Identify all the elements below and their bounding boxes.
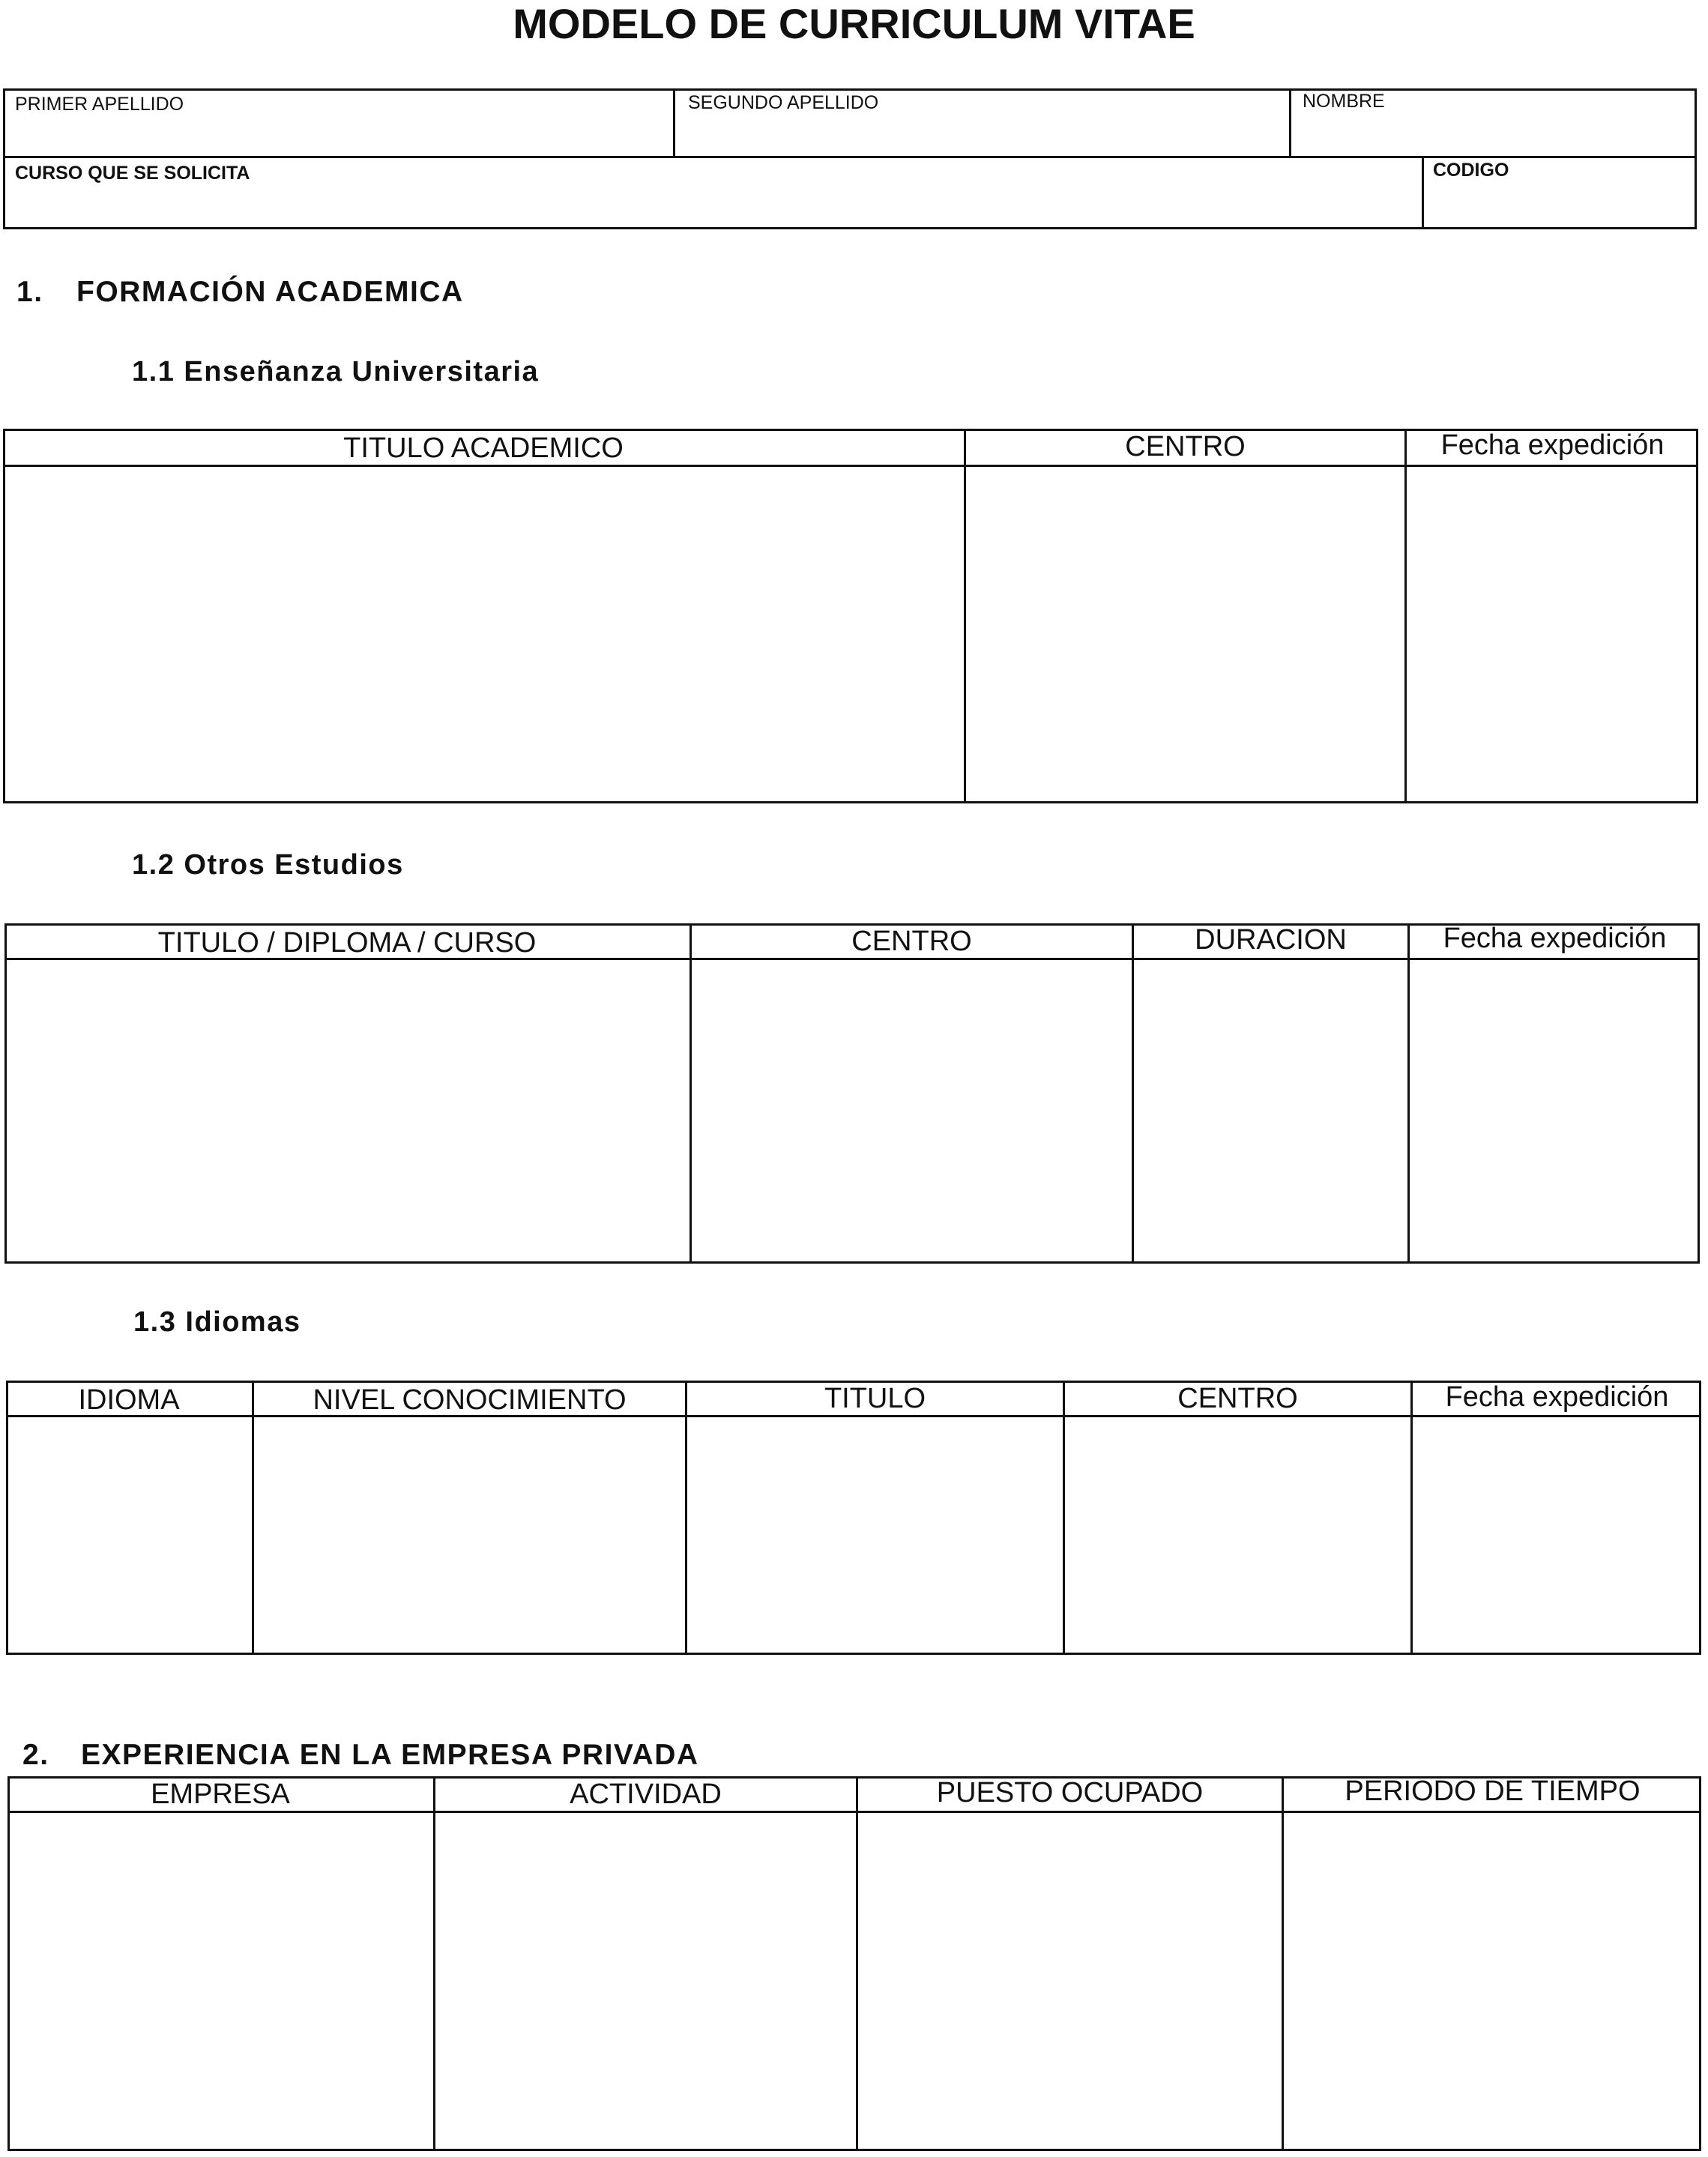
column-header-centro: CENTRO (1177, 1383, 1298, 1414)
input-cell-periodo-de-tiempo[interactable] (1284, 1813, 1699, 2149)
primer-apellido-label: PRIMER APELLIDO (15, 94, 184, 115)
input-cell-idioma[interactable] (8, 1417, 252, 1653)
identity-divider (673, 88, 675, 157)
column-header-centro: CENTRO (1125, 431, 1246, 462)
column-header-fecha-expedicion: Fecha expedición (1443, 923, 1667, 954)
segundo-apellido-field[interactable] (688, 93, 878, 112)
column-header-titulo: TITULO (824, 1383, 926, 1414)
segundo-apellido-label: SEGUNDO APELLIDO (688, 92, 879, 113)
input-cell-actividad[interactable] (435, 1813, 856, 2149)
column-header-titulo-diploma-curso: TITULO / DIPLOMA / CURSO (157, 927, 537, 959)
input-cell-centro[interactable] (1065, 1417, 1410, 1653)
column-header-actividad: ACTIVIDAD (570, 1779, 722, 1810)
subsection-1-2-heading: 1.2 Otros Estudios (132, 849, 404, 881)
identity-divider (3, 156, 1697, 158)
column-header-nivel-conocimiento: NIVEL CONOCIMIENTO (313, 1384, 627, 1416)
curso-label: CURSO QUE SE SOLICITA (15, 163, 250, 184)
primer-apellido-field[interactable] (15, 94, 184, 114)
input-cell-centro[interactable] (692, 960, 1132, 1261)
codigo-field[interactable] (1433, 160, 1509, 180)
column-header-fecha-expedicion: Fecha expedición (1445, 1381, 1669, 1413)
input-cell-titulo-academico[interactable] (5, 467, 964, 801)
column-header-centro: CENTRO (851, 926, 972, 957)
section-2-number: 2. (22, 1739, 49, 1771)
input-cell-titulo[interactable] (687, 1417, 1063, 1653)
input-cell-centro[interactable] (966, 467, 1404, 801)
input-cell-puesto-ocupado[interactable] (858, 1813, 1282, 2149)
section-1-heading (16, 277, 464, 307)
subsection-1-3-heading: 1.3 Idiomas (133, 1306, 301, 1338)
page-title: MODELO DE CURRICULUM VITAE (513, 0, 1195, 47)
codigo-label: CODIGO (1433, 160, 1509, 181)
column-header-duracion: DURACION (1195, 924, 1347, 956)
input-cell-fecha-expedicion[interactable] (1413, 1417, 1699, 1653)
input-cell-empresa[interactable] (10, 1813, 433, 2149)
column-header-puesto-ocupado: PUESTO OCUPADO (936, 1777, 1204, 1808)
identity-divider (1289, 88, 1291, 157)
column-header-fecha-expedicion: Fecha expedición (1440, 429, 1665, 461)
section-1-number: 1. (16, 276, 43, 308)
column-header-periodo-de-tiempo: PERIODO DE TIEMPO (1345, 1776, 1641, 1807)
input-cell-nivel-conocimiento[interactable] (254, 1417, 685, 1653)
input-cell-fecha-expedicion[interactable] (1407, 467, 1696, 801)
identity-divider (1422, 156, 1424, 229)
section-2-heading (22, 1740, 699, 1770)
input-cell-duracion[interactable] (1134, 960, 1407, 1261)
input-cell-fecha-expedicion[interactable] (1410, 960, 1698, 1261)
section-1-title: FORMACIÓN ACADEMICA (76, 276, 464, 308)
nombre-field[interactable] (1303, 91, 1385, 111)
nombre-label: NOMBRE (1303, 91, 1385, 112)
column-header-titulo-academico: TITULO ACADEMICO (343, 432, 624, 464)
curso-field[interactable] (15, 163, 250, 183)
subsection-1-1-heading: 1.1 Enseñanza Universitaria (132, 356, 540, 387)
column-header-empresa: EMPRESA (151, 1779, 290, 1810)
column-header-idioma: IDIOMA (78, 1384, 180, 1416)
input-cell-titulo-diploma-curso[interactable] (7, 960, 689, 1261)
section-2-title: EXPERIENCIA EN LA EMPRESA PRIVADA (81, 1739, 699, 1771)
